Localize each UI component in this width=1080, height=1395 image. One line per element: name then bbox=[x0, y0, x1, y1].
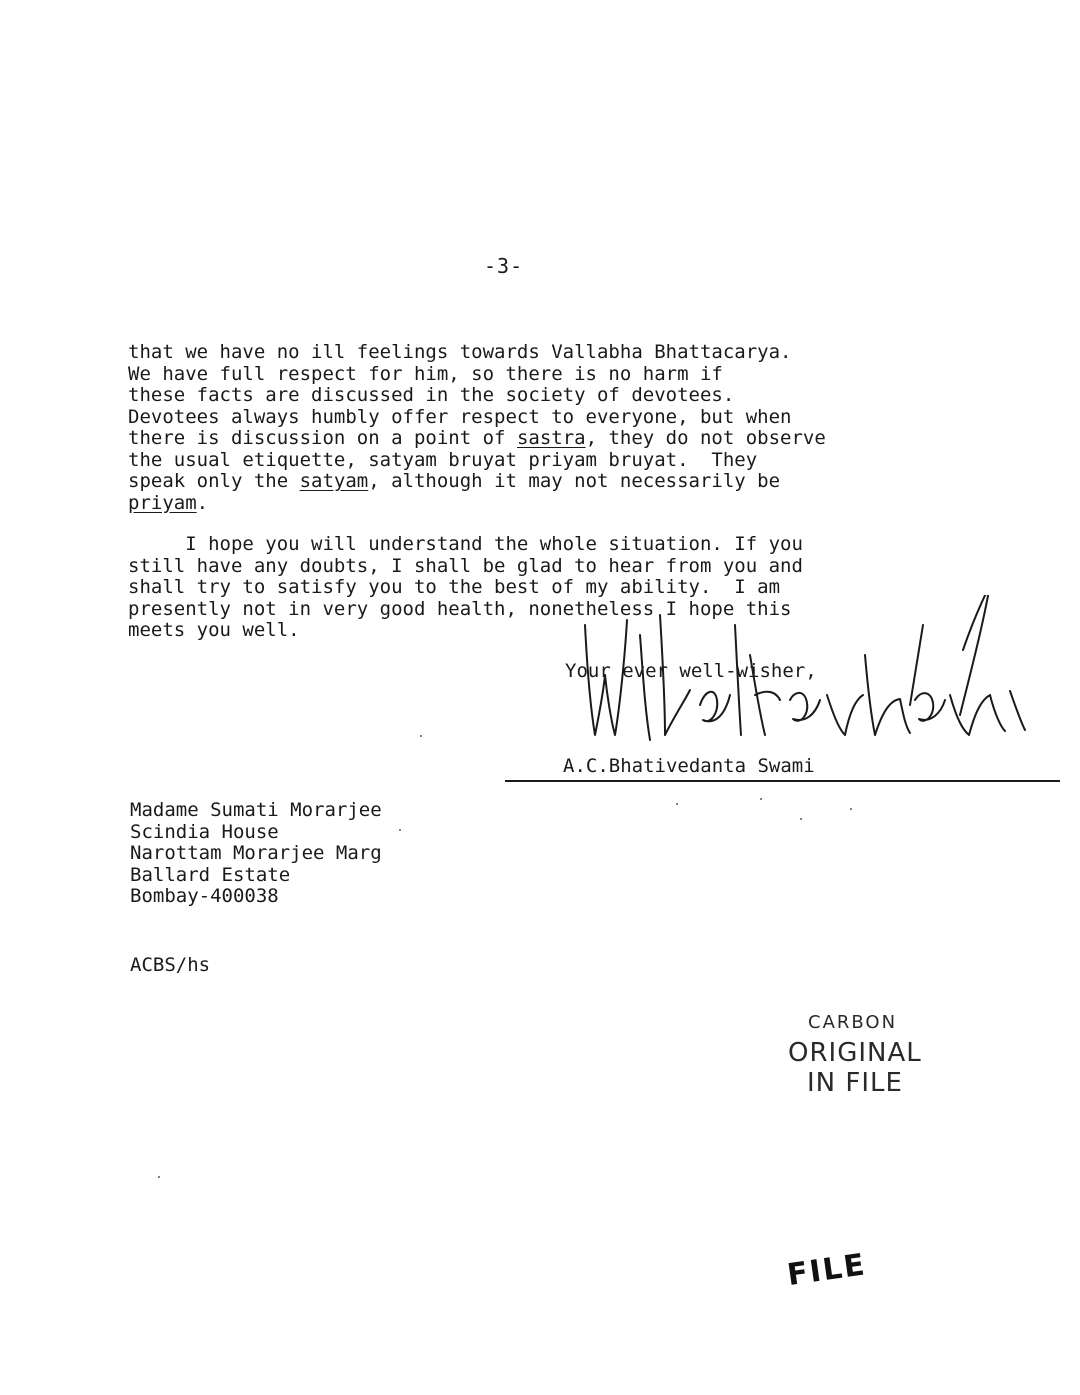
scan-speck bbox=[676, 803, 678, 805]
paragraph-line: I hope you will understand the whole situation. If you bbox=[128, 533, 803, 555]
handwritten-signature bbox=[565, 595, 1035, 755]
paragraph-line: still have any doubts, I shall be glad to hear from you and bbox=[128, 554, 803, 577]
underlined-word: sastra bbox=[516, 427, 586, 449]
signer-name: A.C.Bhativedanta Swami bbox=[563, 755, 815, 777]
text-run: , although it may not necessarily be bbox=[368, 470, 781, 492]
underlined-word: satyam bbox=[299, 470, 369, 492]
text-run: . bbox=[196, 491, 209, 514]
text-run: , they do not observe bbox=[585, 427, 826, 449]
address-line: Scindia House bbox=[130, 820, 279, 843]
page-number: -3- bbox=[484, 254, 524, 278]
paragraph-line bbox=[128, 471, 988, 493]
text-run: there is discussion on a point of bbox=[128, 427, 517, 449]
stamp-file: FILE bbox=[785, 1247, 869, 1293]
scan-speck bbox=[760, 798, 762, 800]
reference-initials: ACBS/hs bbox=[130, 954, 211, 976]
scan-speck bbox=[158, 1176, 160, 1178]
stamp-in-file: IN FILE bbox=[807, 1068, 903, 1098]
text-run: speak only the bbox=[128, 470, 300, 492]
paragraph-line: meets you well. bbox=[128, 619, 300, 641]
paragraph-line: the usual etiquette, satyam bruyat priyam bruyat. They bbox=[128, 448, 758, 471]
closing-salutation: Your ever well-wisher, bbox=[565, 660, 817, 682]
underlined-word: priyam bbox=[128, 491, 197, 514]
scan-speck bbox=[420, 735, 422, 737]
stamp-carbon: CARBON bbox=[808, 1012, 898, 1033]
address-line: Bombay-400038 bbox=[130, 885, 279, 907]
address-line: Narottam Morarjee Marg bbox=[130, 842, 382, 864]
paragraph-line: that we have no ill feelings towards Vallabha Bhattacarya. bbox=[128, 341, 792, 363]
paragraph-line: Devotees always humbly offer respect to everyone, but when bbox=[128, 405, 792, 428]
stamp-original: ORIGINAL bbox=[788, 1038, 922, 1068]
paragraph-line: shall try to satisfy you to the best of my ability. I am bbox=[128, 576, 781, 598]
scan-speck bbox=[850, 808, 852, 810]
scan-speck bbox=[399, 829, 401, 831]
address-line: Ballard Estate bbox=[130, 863, 291, 886]
recipient-address bbox=[130, 800, 382, 908]
paragraph-line: presently not in very good health, nonetheless I hope this bbox=[128, 597, 792, 620]
paragraph-line: these facts are discussed in the society of devotees. bbox=[128, 384, 735, 406]
address-line: Madame Sumati Morarjee bbox=[130, 799, 382, 821]
body-paragraph-1 bbox=[128, 342, 988, 514]
paragraph-line bbox=[128, 428, 988, 450]
scan-speck bbox=[800, 818, 802, 820]
paragraph-line: We have full respect for him, so there is no harm if bbox=[128, 362, 723, 385]
paragraph-line bbox=[128, 493, 988, 515]
signature-line bbox=[505, 780, 1060, 782]
